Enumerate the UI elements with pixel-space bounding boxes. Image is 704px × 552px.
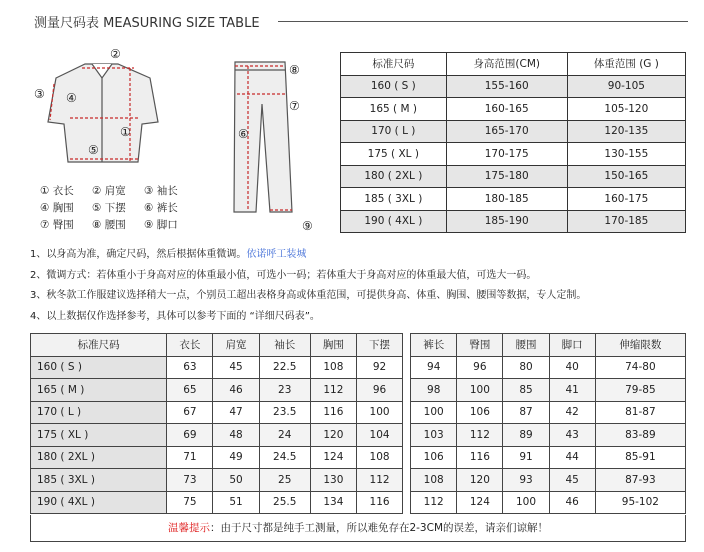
table-cell: 112 — [457, 424, 503, 447]
table-cell: 65 — [167, 379, 213, 402]
table-cell: 48 — [213, 424, 259, 447]
legend-row — [40, 182, 200, 199]
table-cell: 100 — [356, 401, 402, 424]
table-cell: 170-175 — [446, 143, 567, 166]
detailed-size-table — [30, 333, 686, 514]
table-cell: 120-135 — [567, 120, 685, 143]
table-cell: 40 — [549, 356, 595, 379]
table-cell: 24 — [259, 424, 310, 447]
table-cell: 92 — [356, 356, 402, 379]
table-cell: 87-93 — [595, 469, 685, 492]
column-gap — [403, 446, 411, 469]
table-cell: 74-80 — [595, 356, 685, 379]
table-cell: 81-87 — [595, 401, 685, 424]
table-cell: 104 — [356, 424, 402, 447]
table-cell: 24.5 — [259, 446, 310, 469]
table-cell: 23.5 — [259, 401, 310, 424]
mark-9: ⑨ — [302, 219, 313, 233]
table-cell: 98 — [411, 379, 457, 402]
table-cell: 75 — [167, 491, 213, 514]
table-cell: 155-160 — [446, 75, 567, 98]
table-cell: 160-175 — [567, 188, 685, 211]
notes-block — [30, 245, 700, 327]
shirt-drawing — [48, 64, 158, 162]
header-cell: 标准尺码 — [31, 334, 167, 357]
header-cell: 衣长 — [167, 334, 213, 357]
table-cell: 106 — [411, 446, 457, 469]
table-cell: 190 ( 4XL ) — [31, 491, 167, 514]
table-cell: 71 — [167, 446, 213, 469]
header-cell: 裤长 — [411, 334, 457, 357]
column-gap — [403, 401, 411, 424]
table-cell: 87 — [503, 401, 549, 424]
table-cell: 108 — [411, 469, 457, 492]
legend-item: ② 肩宽 — [92, 185, 126, 197]
table-cell: 105-120 — [567, 98, 685, 121]
table-row — [31, 491, 686, 514]
table-cell: 83-89 — [595, 424, 685, 447]
table-cell: 180 ( 2XL ) — [31, 446, 167, 469]
table-cell: 150-165 — [567, 165, 685, 188]
note-4: 4、以上数据仅作选择参考，具体可以参考下面的 “详细尺码表”。 — [30, 310, 320, 322]
table-cell: 160-165 — [446, 98, 567, 121]
table-cell: 106 — [457, 401, 503, 424]
mark-3: ③ — [34, 87, 45, 101]
legend-item: ③ 袖长 — [144, 185, 178, 197]
column-gap — [403, 424, 411, 447]
table-header-row — [31, 334, 686, 357]
header-cell: 臀围 — [457, 334, 503, 357]
legend-item: ① 衣长 — [40, 185, 74, 197]
watermark-text: 依诺呼工装城 — [246, 249, 307, 260]
column-gap — [403, 379, 411, 402]
table-cell: 103 — [411, 424, 457, 447]
table-cell: 23 — [259, 379, 310, 402]
table-cell: 190 ( 4XL ) — [341, 210, 447, 233]
legend-item: ⑤ 下摆 — [92, 202, 126, 214]
table-cell: 175 ( XL ) — [31, 424, 167, 447]
table-row — [31, 379, 686, 402]
table-cell: 112 — [310, 379, 356, 402]
table-cell: 44 — [549, 446, 595, 469]
table-cell: 165-170 — [446, 120, 567, 143]
header-cell: 标准尺码 — [341, 53, 447, 76]
table-cell: 175 ( XL ) — [341, 143, 447, 166]
table-row — [31, 356, 686, 379]
table-cell: 112 — [411, 491, 457, 514]
table-cell: 165 ( M ) — [31, 379, 167, 402]
table-cell: 73 — [167, 469, 213, 492]
mark-6: ⑥ — [238, 127, 249, 141]
table-cell: 185 ( 3XL ) — [31, 469, 167, 492]
note-3: 3、秋冬款工作服建议选择稍大一点，个别员工超出表格身高或体重范围，可提供身高、体重、胸围、腰围等数据，专人定制。 — [30, 290, 587, 301]
legend-item: ⑦ 臀围 — [40, 219, 74, 231]
table-cell: 160 ( S ) — [341, 75, 447, 98]
table-cell: 100 — [457, 379, 503, 402]
table-cell: 94 — [411, 356, 457, 379]
table-cell: 116 — [356, 491, 402, 514]
table-cell: 50 — [213, 469, 259, 492]
table-cell: 91 — [503, 446, 549, 469]
table-cell: 170 ( L ) — [31, 401, 167, 424]
column-gap — [403, 469, 411, 492]
header — [0, 0, 704, 40]
header-cell: 下摆 — [356, 334, 402, 357]
footer-text: ：由于尺寸都是纯手工测量，所以难免存在2-3CM的误差，请亲们谅解！ — [209, 522, 549, 534]
header-cell: 袖长 — [259, 334, 310, 357]
column-gap — [403, 334, 411, 357]
table-cell: 180 ( 2XL ) — [341, 165, 447, 188]
mark-4: ④ — [66, 91, 77, 105]
table-cell: 116 — [310, 401, 356, 424]
header-cell: 肩宽 — [213, 334, 259, 357]
column-gap — [403, 356, 411, 379]
table-cell: 42 — [549, 401, 595, 424]
table-cell: 80 — [503, 356, 549, 379]
table-cell: 95-102 — [595, 491, 685, 514]
table-cell: 130-155 — [567, 143, 685, 166]
footer-note — [30, 515, 686, 542]
table-cell: 41 — [549, 379, 595, 402]
mark-8: ⑧ — [289, 63, 300, 77]
table-row — [341, 120, 686, 143]
table-row — [31, 446, 686, 469]
table-row — [341, 165, 686, 188]
table-cell: 90-105 — [567, 75, 685, 98]
table-cell: 79-85 — [595, 379, 685, 402]
header-cell: 脚口 — [549, 334, 595, 357]
note-1 — [30, 245, 700, 266]
table-cell: 85-91 — [595, 446, 685, 469]
table-cell: 180-185 — [446, 188, 567, 211]
table-cell: 93 — [503, 469, 549, 492]
table-header-row — [341, 53, 686, 76]
table-cell: 25 — [259, 469, 310, 492]
table-cell: 63 — [167, 356, 213, 379]
table-cell: 25.5 — [259, 491, 310, 514]
legend-item: ⑨ 脚口 — [144, 219, 178, 231]
table-cell: 185-190 — [446, 210, 567, 233]
table-row — [341, 210, 686, 233]
header-cell: 体重范围 (G ) — [567, 53, 685, 76]
table-cell: 175-180 — [446, 165, 567, 188]
header-cell: 伸缩限数 — [595, 334, 685, 357]
table-cell: 185 ( 3XL ) — [341, 188, 447, 211]
table-row — [341, 98, 686, 121]
table-cell: 51 — [213, 491, 259, 514]
table-cell: 45 — [549, 469, 595, 492]
title-rule — [278, 21, 688, 22]
table-cell: 45 — [213, 356, 259, 379]
table-cell: 116 — [457, 446, 503, 469]
table-cell: 120 — [310, 424, 356, 447]
mark-1: ① — [120, 125, 131, 139]
column-gap — [403, 491, 411, 514]
table-cell: 69 — [167, 424, 213, 447]
legend-item: ⑧ 腰围 — [92, 219, 126, 231]
page-title: 测量尺码表 MEASURING SIZE TABLE — [34, 16, 260, 31]
legend-row — [40, 216, 200, 233]
table-cell: 165 ( M ) — [341, 98, 447, 121]
table-cell: 96 — [457, 356, 503, 379]
table-cell: 134 — [310, 491, 356, 514]
table-cell: 49 — [213, 446, 259, 469]
table-cell: 100 — [503, 491, 549, 514]
size-range-table — [340, 52, 686, 233]
table-row — [31, 401, 686, 424]
table-cell: 112 — [356, 469, 402, 492]
table-cell: 124 — [310, 446, 356, 469]
header-cell: 胸围 — [310, 334, 356, 357]
table-row — [31, 469, 686, 492]
table-cell: 89 — [503, 424, 549, 447]
mark-2: ② — [110, 47, 121, 61]
table-cell: 170 ( L ) — [341, 120, 447, 143]
table-cell: 22.5 — [259, 356, 310, 379]
legend-item: ⑥ 裤长 — [144, 202, 178, 214]
table-cell: 47 — [213, 401, 259, 424]
legend-row — [40, 199, 200, 216]
table-cell: 130 — [310, 469, 356, 492]
table-row — [341, 188, 686, 211]
table-cell: 100 — [411, 401, 457, 424]
table-cell: 67 — [167, 401, 213, 424]
table-cell: 96 — [356, 379, 402, 402]
note-text: 1、以身高为准，确定尺码，然后根据体重微调。 — [30, 249, 247, 260]
footer-warn-label: 温馨提示 — [167, 522, 210, 534]
legend-item: ④ 胸围 — [40, 202, 74, 214]
table-cell: 108 — [310, 356, 356, 379]
table-cell: 85 — [503, 379, 549, 402]
table-cell: 108 — [356, 446, 402, 469]
table-cell: 46 — [213, 379, 259, 402]
table-cell: 160 ( S ) — [31, 356, 167, 379]
table-row — [341, 75, 686, 98]
measure-legend — [40, 182, 200, 233]
header-cell: 身高范围(CM) — [446, 53, 567, 76]
table-row — [341, 143, 686, 166]
mark-5: ⑤ — [88, 143, 99, 157]
table-cell: 120 — [457, 469, 503, 492]
table-cell: 46 — [549, 491, 595, 514]
table-row — [31, 424, 686, 447]
mark-7: ⑦ — [289, 99, 300, 113]
table-cell: 170-185 — [567, 210, 685, 233]
header-cell: 腰围 — [503, 334, 549, 357]
note-2: 2、微调方式：若体重小于身高对应的体重最小值，可选小一码；若体重大于身高对应的体重最大值，可选大一码。 — [30, 269, 537, 281]
table-cell: 124 — [457, 491, 503, 514]
table-cell: 43 — [549, 424, 595, 447]
